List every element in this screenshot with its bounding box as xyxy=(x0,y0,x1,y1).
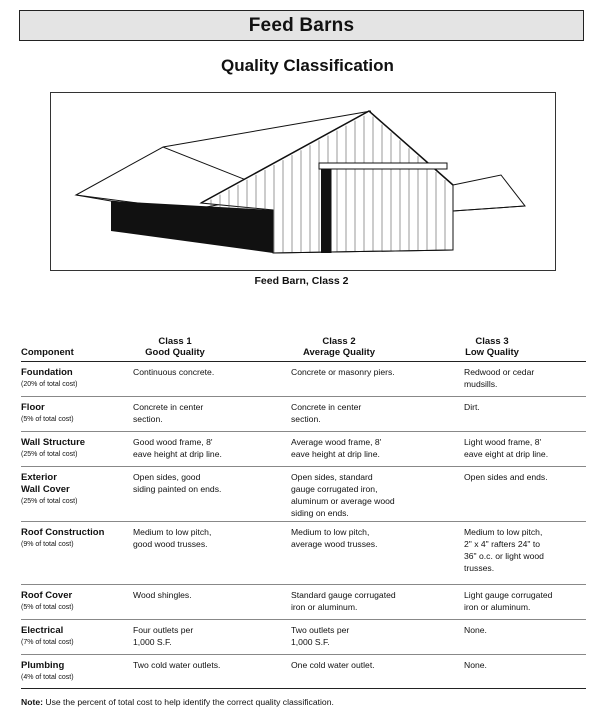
class-1-cell: Continuous concrete. xyxy=(133,367,215,377)
component-cost-share: (9% of total cost) xyxy=(21,541,74,548)
component-cell xyxy=(21,437,131,459)
component-name: Wall Structure xyxy=(21,437,86,448)
component-cost-share: (25% of total cost) xyxy=(21,498,78,505)
right-roof xyxy=(453,175,525,211)
class-2-cell: Two outlets per 1,000 S.F. xyxy=(291,625,350,647)
component-cost-share: (5% of total cost) xyxy=(21,604,74,611)
quality-classification-table xyxy=(21,334,586,689)
class-2-cell: Concrete or masonry piers. xyxy=(291,367,395,377)
page-subtitle: Quality Classification xyxy=(221,56,394,75)
class-2-cell: Medium to low pitch, average wood trusses. xyxy=(291,527,378,549)
component-cost-share: (7% of total cost) xyxy=(21,639,74,646)
footnote xyxy=(21,697,334,707)
table-header xyxy=(21,334,586,362)
class-1-cell: Two cold water outlets. xyxy=(133,660,221,670)
note-label: Note: xyxy=(21,697,43,707)
class-2-cell: Open sides, standard gauge corrugated iron, aluminum or average wood siding on ends. xyxy=(291,472,395,518)
component-name: Plumbing xyxy=(21,660,65,671)
component-cell xyxy=(21,590,131,612)
component-cell xyxy=(21,660,131,682)
table-row xyxy=(21,397,586,432)
page-title: Feed Barns xyxy=(248,14,355,36)
class-3-cell: Open sides and ends. xyxy=(464,472,548,482)
door-track xyxy=(319,163,447,169)
class-3-cell: Light gauge corrugated iron or aluminum. xyxy=(464,590,553,612)
class-2-cell: Standard gauge corrugated iron or aluminum. xyxy=(291,590,396,612)
table-body xyxy=(21,362,586,689)
table-row xyxy=(21,362,586,397)
component-cell xyxy=(21,625,131,647)
class-2-cell: Average wood frame, 8' eave height at drip line. xyxy=(291,437,382,459)
barn-illustration-frame xyxy=(50,92,556,271)
table-row xyxy=(21,585,586,620)
table-row xyxy=(21,620,586,655)
table-row xyxy=(21,522,586,585)
class-2-cell: One cold water outlet. xyxy=(291,660,375,670)
component-cost-share: (4% of total cost) xyxy=(21,674,74,681)
open-shed-dark xyxy=(111,201,273,253)
header-component: Component xyxy=(21,347,74,358)
component-cell xyxy=(21,527,131,549)
component-name: Electrical xyxy=(21,625,64,636)
table-row xyxy=(21,655,586,689)
component-cost-share: (20% of total cost) xyxy=(21,381,78,388)
table-row xyxy=(21,467,586,522)
class-3-cell: None. xyxy=(464,660,487,670)
component-name: Roof Cover xyxy=(21,590,73,601)
component-cell xyxy=(21,367,131,389)
class-3-cell: None. xyxy=(464,625,487,635)
component-cost-share: (25% of total cost) xyxy=(21,451,78,458)
component-name: Roof Construction xyxy=(21,527,105,538)
figure-caption: Feed Barn, Class 2 xyxy=(254,275,349,287)
class-1-cell: Concrete in center section. xyxy=(133,402,204,424)
component-cell xyxy=(21,402,131,424)
component-cell xyxy=(21,472,131,506)
header-class-3: Class 3 Low Quality xyxy=(465,336,519,358)
class-1-cell: Open sides, good siding painted on ends. xyxy=(133,472,222,494)
header-class-2: Class 2 Average Quality xyxy=(303,336,375,358)
feed-barn-illustration xyxy=(51,93,557,272)
component-name: Exterior Wall Cover xyxy=(21,472,70,495)
header-class-1: Class 1 Good Quality xyxy=(145,336,205,358)
component-cost-share: (5% of total cost) xyxy=(21,416,74,423)
class-3-cell: Medium to low pitch, 2" x 4" rafters 24" to 36" o.c. or light wood trusses. xyxy=(464,527,544,573)
component-name: Floor xyxy=(21,402,45,413)
class-1-cell: Four outlets per 1,000 S.F. xyxy=(133,625,194,647)
class-2-cell: Concrete in center section. xyxy=(291,402,362,424)
title-bar xyxy=(19,10,584,41)
door-opening-dark xyxy=(321,169,331,253)
class-1-cell: Medium to low pitch, good wood trusses. xyxy=(133,527,212,549)
component-name: Foundation xyxy=(21,367,73,378)
class-3-cell: Dirt. xyxy=(464,402,480,412)
class-3-cell: Light wood frame, 8' eave eight at drip line. xyxy=(464,437,549,459)
class-1-cell: Wood shingles. xyxy=(133,590,192,600)
class-3-cell: Redwood or cedar mudsills. xyxy=(464,367,535,389)
table-row xyxy=(21,432,586,467)
note-text: Use the percent of total cost to help identify the correct quality classification. xyxy=(45,697,334,707)
class-1-cell: Good wood frame, 8' eave height at drip line. xyxy=(133,437,222,459)
